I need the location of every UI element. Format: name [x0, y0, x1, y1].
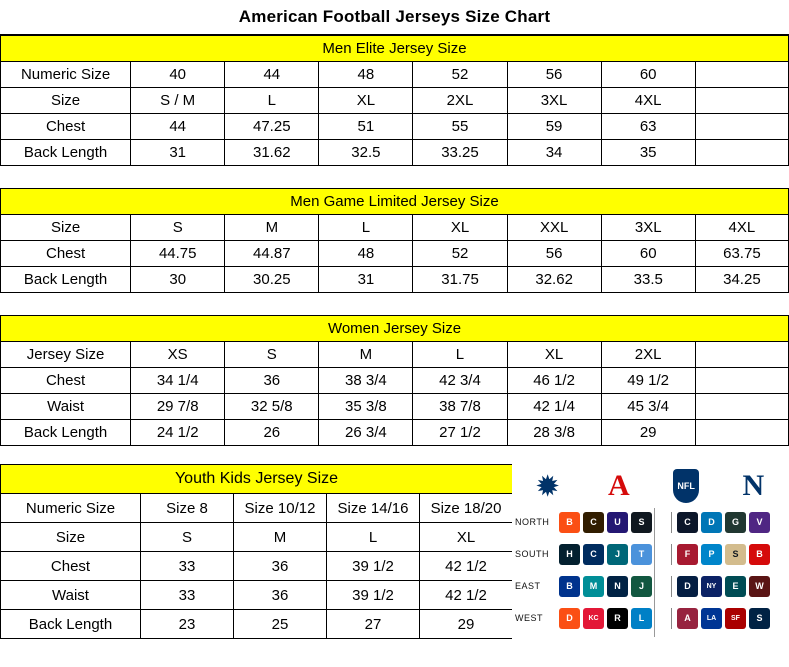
cell: 55 — [413, 114, 507, 140]
cell-empty — [695, 62, 788, 88]
cell: 2XL — [601, 342, 695, 368]
cell: 4XL — [695, 215, 788, 241]
division-row-east — [512, 570, 789, 602]
cell: 44 — [225, 62, 319, 88]
page-title — [0, 0, 789, 35]
cell: 48 — [319, 241, 413, 267]
cell: 27 1/2 — [413, 420, 507, 446]
youth-table-wrap — [0, 464, 512, 639]
cell: 56 — [507, 62, 601, 88]
table-row — [1, 215, 789, 241]
cell: 56 — [507, 241, 601, 267]
cell: 38 3/4 — [319, 368, 413, 394]
table-row — [1, 552, 513, 581]
cell: XL — [507, 342, 601, 368]
cell: 3XL — [507, 88, 601, 114]
cell: XXL — [507, 215, 601, 241]
cell-empty — [695, 88, 788, 114]
nfl-pro-bowl-logo: ✹ — [536, 470, 559, 501]
cell-empty — [695, 368, 788, 394]
conference-logo-row — [512, 464, 789, 506]
eagles-logo: E — [725, 576, 746, 597]
buccaneers-logo: B — [749, 544, 770, 565]
cowboys-logo: D — [677, 576, 698, 597]
cell: 31 — [131, 140, 225, 166]
row-label: Back Length — [1, 140, 131, 166]
cell: 29 — [601, 420, 695, 446]
section-gap — [0, 446, 789, 464]
section-gap — [0, 293, 789, 315]
jets-logo: J — [631, 576, 652, 597]
cardinals-logo: A — [677, 608, 698, 629]
cell: XL — [413, 215, 507, 241]
section-header-row — [1, 316, 789, 342]
dolphins-logo: M — [583, 576, 604, 597]
commanders-logo: W — [749, 576, 770, 597]
division-row-west — [512, 602, 789, 634]
division-label: EAST — [515, 581, 541, 591]
cell: Size 10/12 — [234, 494, 327, 523]
cell: 29 7/8 — [131, 394, 225, 420]
cell: 36 — [234, 581, 327, 610]
vikings-logo: V — [749, 512, 770, 533]
table-row — [1, 368, 789, 394]
section-heading-men-elite: Men Elite Jersey Size — [1, 36, 789, 62]
cell: L — [319, 215, 413, 241]
cell: 44 — [131, 114, 225, 140]
cell: 26 3/4 — [319, 420, 413, 446]
table-row — [1, 140, 789, 166]
cell: 34.25 — [695, 267, 788, 293]
division-label: WEST — [515, 613, 543, 623]
chiefs-logo: KC — [583, 608, 604, 629]
table-row — [1, 523, 513, 552]
cell: 3XL — [601, 215, 695, 241]
section-header-row — [1, 36, 789, 62]
nfc-south-teams — [671, 544, 789, 565]
cell: 29 — [420, 610, 513, 639]
nfl-team-logos-panel — [512, 464, 789, 639]
row-label: Back Length — [1, 267, 131, 293]
cell: L — [327, 523, 420, 552]
cell: 28 3/8 — [507, 420, 601, 446]
row-label: Chest — [1, 552, 141, 581]
bears-logo: C — [677, 512, 698, 533]
cell: 33 — [141, 552, 234, 581]
rams-logo: LA — [701, 608, 722, 629]
cell: S — [141, 523, 234, 552]
section-header-row — [1, 189, 789, 215]
table-row — [1, 610, 513, 639]
section-heading-women: Women Jersey Size — [1, 316, 789, 342]
section-gap — [0, 166, 789, 188]
nfc-logo: N — [742, 469, 765, 502]
table-row — [1, 394, 789, 420]
cell: S / M — [131, 88, 225, 114]
cell: 63.75 — [695, 241, 788, 267]
page-title-text: American Football Jerseys Size Chart — [238, 7, 551, 26]
row-label: Back Length — [1, 420, 131, 446]
cell: 46 1/2 — [507, 368, 601, 394]
cell: 39 1/2 — [327, 552, 420, 581]
saints-logo: S — [725, 544, 746, 565]
cell: 25 — [234, 610, 327, 639]
bills-logo: B — [559, 576, 580, 597]
jaguars-logo: J — [607, 544, 628, 565]
nfc-west-teams — [671, 608, 789, 629]
cell: 33.25 — [413, 140, 507, 166]
lions-logo: D — [701, 512, 722, 533]
youth-and-logos — [0, 464, 789, 639]
table-row — [1, 241, 789, 267]
cell: 44.87 — [225, 241, 319, 267]
row-label: Back Length — [1, 610, 141, 639]
browns-logo: C — [583, 512, 604, 533]
table-row — [1, 581, 513, 610]
cell: Size 18/20 — [420, 494, 513, 523]
49ers-logo: SF — [725, 608, 746, 629]
cell: 42 1/2 — [420, 581, 513, 610]
cell: XL — [420, 523, 513, 552]
cell: 45 3/4 — [601, 394, 695, 420]
section-heading-men-game-limited: Men Game Limited Jersey Size — [1, 189, 789, 215]
cell: 24 1/2 — [131, 420, 225, 446]
cell: 36 — [234, 552, 327, 581]
table-row — [1, 88, 789, 114]
table-row — [1, 267, 789, 293]
cell: M — [319, 342, 413, 368]
cell: 34 1/4 — [131, 368, 225, 394]
steelers-logo: S — [631, 512, 652, 533]
cell: XL — [319, 88, 413, 114]
cell: 51 — [319, 114, 413, 140]
cell: 52 — [413, 241, 507, 267]
cell: 63 — [601, 114, 695, 140]
row-label: Numeric Size — [1, 494, 141, 523]
cell: 4XL — [601, 88, 695, 114]
cell: 33.5 — [601, 267, 695, 293]
table-row — [1, 342, 789, 368]
cell: 42 1/4 — [507, 394, 601, 420]
cell: 35 — [601, 140, 695, 166]
cell: 27 — [327, 610, 420, 639]
section-heading-youth: Youth Kids Jersey Size — [1, 465, 513, 494]
cell: Size 14/16 — [327, 494, 420, 523]
table-men-game-limited — [0, 188, 789, 293]
cell: 38 7/8 — [413, 394, 507, 420]
cell: 30.25 — [225, 267, 319, 293]
cell: S — [131, 215, 225, 241]
cell: 59 — [507, 114, 601, 140]
cell: 34 — [507, 140, 601, 166]
cell-empty — [695, 420, 788, 446]
chargers-logo: L — [631, 608, 652, 629]
cell: S — [225, 342, 319, 368]
falcons-logo: F — [677, 544, 698, 565]
cell-empty — [695, 140, 788, 166]
table-row — [1, 420, 789, 446]
seahawks-logo: S — [749, 608, 770, 629]
division-row-north — [512, 506, 789, 538]
cell: 47.25 — [225, 114, 319, 140]
nfl-shield-logo: NFL — [673, 469, 699, 503]
table-row — [1, 494, 513, 523]
cell: L — [225, 88, 319, 114]
cell: 39 1/2 — [327, 581, 420, 610]
conference-divider — [654, 508, 655, 637]
cell: 52 — [413, 62, 507, 88]
titans-logo: T — [631, 544, 652, 565]
colts-logo: C — [583, 544, 604, 565]
broncos-logo: D — [559, 608, 580, 629]
table-youth — [0, 464, 513, 639]
row-label: Size — [1, 215, 131, 241]
cell: 31.75 — [413, 267, 507, 293]
panthers-logo: P — [701, 544, 722, 565]
cell: 36 — [225, 368, 319, 394]
row-label: Waist — [1, 394, 131, 420]
cell: 44.75 — [131, 241, 225, 267]
cell: 31.62 — [225, 140, 319, 166]
cell: XS — [131, 342, 225, 368]
cell-empty — [695, 114, 788, 140]
cell-empty — [695, 394, 788, 420]
row-label: Chest — [1, 114, 131, 140]
cell: 32.62 — [507, 267, 601, 293]
cell: 35 3/8 — [319, 394, 413, 420]
nfc-east-teams — [671, 576, 789, 597]
row-label: Chest — [1, 241, 131, 267]
cell: 23 — [141, 610, 234, 639]
bengals-logo: B — [559, 512, 580, 533]
cell: Size 8 — [141, 494, 234, 523]
patriots-logo: N — [607, 576, 628, 597]
cell: M — [225, 215, 319, 241]
table-row — [1, 114, 789, 140]
cell-empty — [695, 342, 788, 368]
giants-logo: NY — [701, 576, 722, 597]
cell: M — [234, 523, 327, 552]
row-label: Size — [1, 523, 141, 552]
cell: 31 — [319, 267, 413, 293]
cell: 32.5 — [319, 140, 413, 166]
table-row — [1, 62, 789, 88]
cell: 2XL — [413, 88, 507, 114]
packers-logo: G — [725, 512, 746, 533]
raiders-logo: R — [607, 608, 628, 629]
row-label: Waist — [1, 581, 141, 610]
row-label: Size — [1, 88, 131, 114]
cell: 30 — [131, 267, 225, 293]
cell: 26 — [225, 420, 319, 446]
row-label: Chest — [1, 368, 131, 394]
texans-logo: H — [559, 544, 580, 565]
afc-logo: A — [608, 469, 630, 502]
cell: 42 1/2 — [420, 552, 513, 581]
nfc-north-teams — [671, 512, 789, 533]
cell: 42 3/4 — [413, 368, 507, 394]
row-label: Jersey Size — [1, 342, 131, 368]
cell: 40 — [131, 62, 225, 88]
ravens-logo: U — [607, 512, 628, 533]
cell: 49 1/2 — [601, 368, 695, 394]
cell: L — [413, 342, 507, 368]
section-header-row — [1, 465, 513, 494]
division-row-south — [512, 538, 789, 570]
table-women — [0, 315, 789, 446]
cell: 48 — [319, 62, 413, 88]
cell: 33 — [141, 581, 234, 610]
table-men-elite — [0, 35, 789, 166]
row-label: Numeric Size — [1, 62, 131, 88]
cell: 60 — [601, 241, 695, 267]
cell: 60 — [601, 62, 695, 88]
division-label: NORTH — [515, 517, 550, 527]
division-label: SOUTH — [515, 549, 549, 559]
cell: 32 5/8 — [225, 394, 319, 420]
